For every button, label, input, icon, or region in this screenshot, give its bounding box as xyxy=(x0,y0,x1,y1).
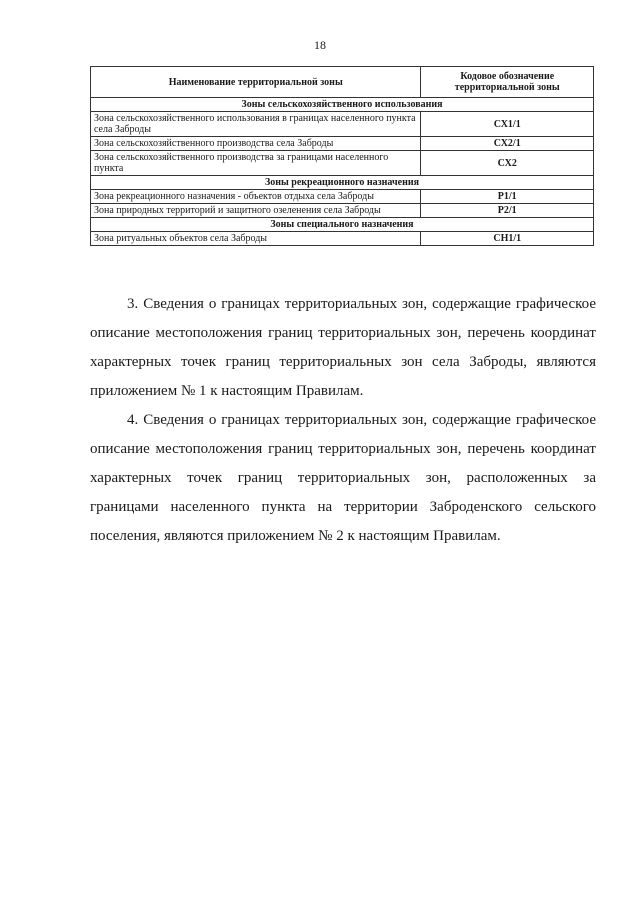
paragraph-3: 3. Сведения о границах территориальных зон, содержащие графическое описание местоположения границ территориальных зон, перечень координат характерных точек границ территориальных зон села Заброды, являются приложением № 1 к настоящим Правилам. xyxy=(90,296,596,399)
zone-name: Зона природных территорий и защитного озеленения села Заброды xyxy=(91,204,421,218)
table-row xyxy=(91,204,594,218)
table-row xyxy=(91,232,594,246)
zone-code: Р1/1 xyxy=(421,190,594,204)
group-row xyxy=(91,176,594,190)
group-title-recreational: Зоны рекреационного назначения xyxy=(91,176,594,190)
zone-name: Зона ритуальных объектов села Заброды xyxy=(91,232,421,246)
zone-code: СХ2 xyxy=(421,151,594,176)
table-row xyxy=(91,151,594,176)
group-title-special: Зоны специального назначения xyxy=(91,218,594,232)
table-row xyxy=(91,137,594,151)
zone-code: Р2/1 xyxy=(421,204,594,218)
table-row xyxy=(91,112,594,137)
body-text xyxy=(90,290,596,551)
zone-name: Зона сельскохозяйственного производства села Заброды xyxy=(91,137,421,151)
group-title-agricultural: Зоны сельскохозяйственного использования xyxy=(91,98,594,112)
zones-table xyxy=(90,66,594,246)
page-number: 18 xyxy=(314,38,326,52)
zone-code: СХ1/1 xyxy=(421,112,594,137)
zone-name: Зона сельскохозяйственного использования в границах населенного пункта села Заброды xyxy=(91,112,421,137)
group-row xyxy=(91,218,594,232)
zone-name: Зона рекреационного назначения - объектов отдыха села Заброды xyxy=(91,190,421,204)
group-row xyxy=(91,98,594,112)
table-row xyxy=(91,190,594,204)
paragraph-4: 4. Сведения о границах территориальных зон, содержащие графическое описание местоположения границ территориальных зон, перечень координат характерных точек границ территориальных зон, расположенных за границами населенного пункта на территории Заброденского сельского поселения, являются приложением № 2 к настоящим Правилам. xyxy=(90,412,596,544)
header-zone-code: Кодовое обозначение территориальной зоны xyxy=(421,67,594,98)
zone-code: СН1/1 xyxy=(421,232,594,246)
zone-name: Зона сельскохозяйственного производства за границами населенного пункта xyxy=(91,151,421,176)
table-header-row xyxy=(91,67,594,98)
header-zone-name: Наименование территориальной зоны xyxy=(91,67,421,98)
zone-code: СХ2/1 xyxy=(421,137,594,151)
